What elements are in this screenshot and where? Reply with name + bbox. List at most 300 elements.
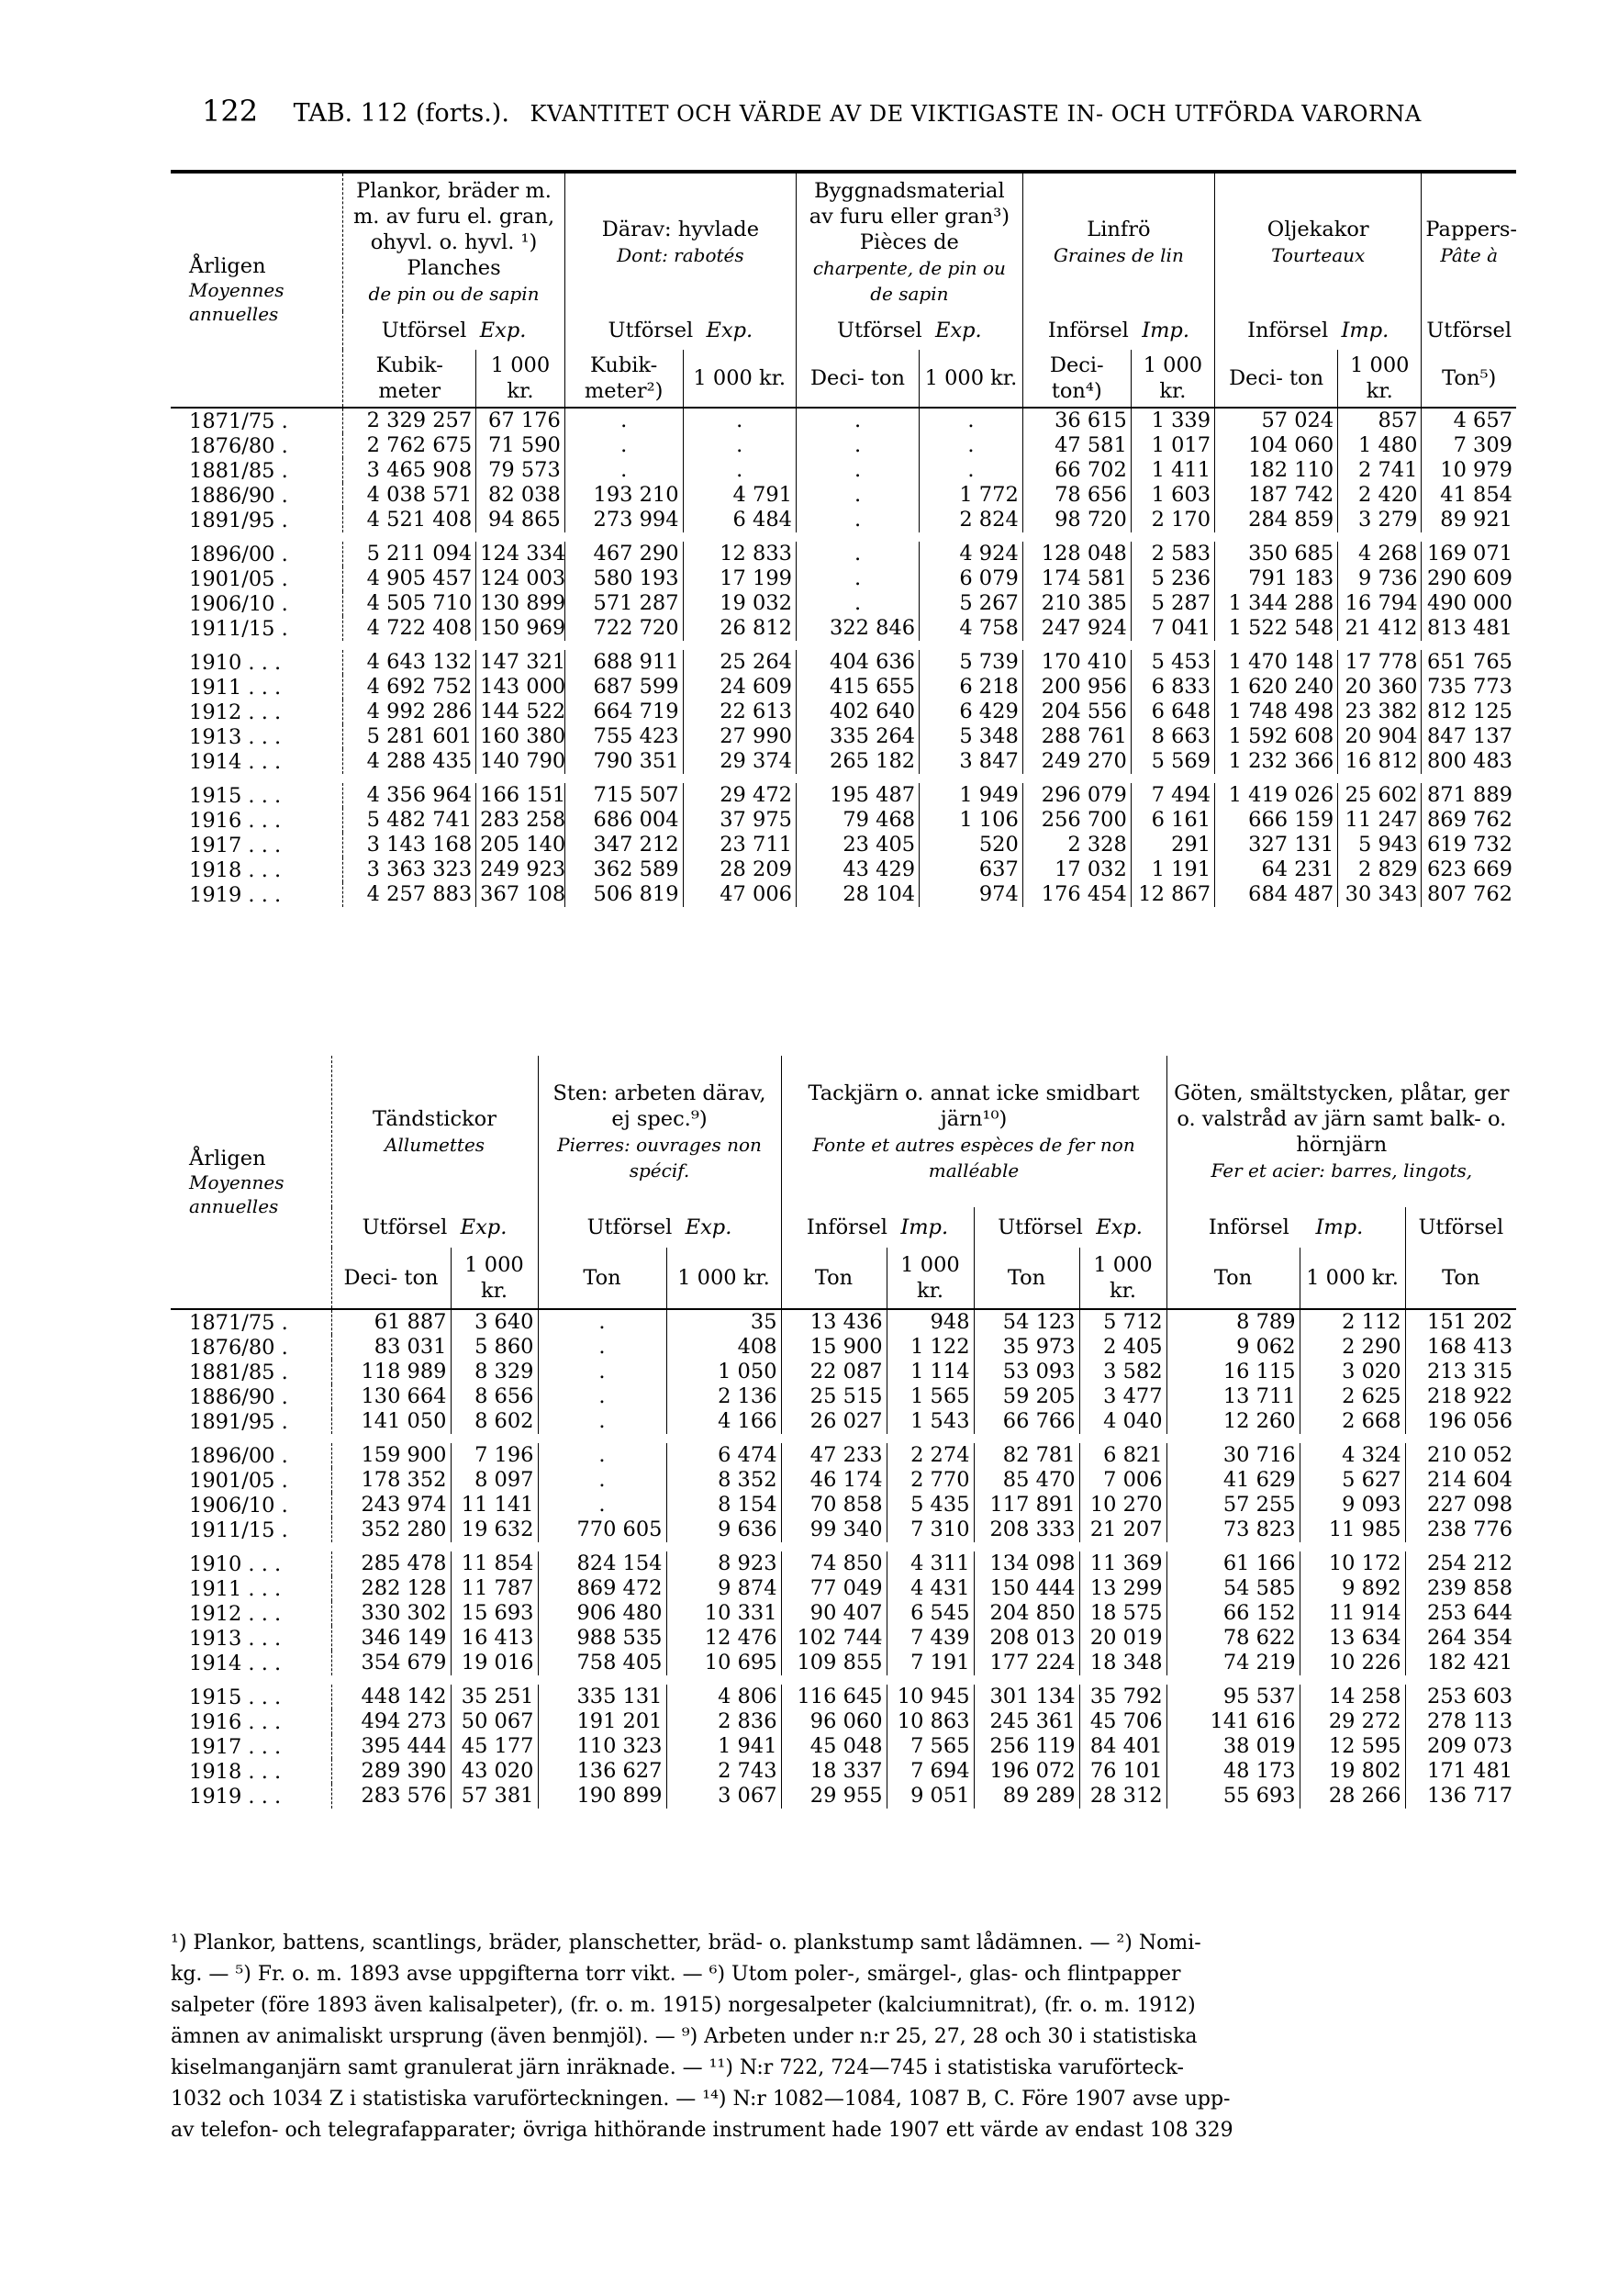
flow-header <box>331 1207 538 1248</box>
value-cell: 208 013 <box>974 1626 1079 1651</box>
value-cell: 182 110 <box>1215 458 1338 483</box>
group-title-fr: Allumettes <box>384 1133 485 1156</box>
value-cell: 187 742 <box>1215 483 1338 508</box>
value-cell: 5 482 741 <box>343 808 476 833</box>
value-cell: 26 812 <box>683 616 796 641</box>
value-cell: 208 333 <box>974 1518 1079 1542</box>
value-cell: 16 794 <box>1338 591 1422 616</box>
table-row <box>171 1551 1516 1576</box>
value-cell: 1 114 <box>887 1360 974 1384</box>
value-cell: 10 863 <box>887 1709 974 1734</box>
value-cell: 3 465 908 <box>343 458 476 483</box>
value-cell: 4 311 <box>887 1551 974 1576</box>
year-cell: 1917 . . . <box>189 833 282 857</box>
value-cell: 82 038 <box>476 483 565 508</box>
value-cell: 85 470 <box>974 1468 1079 1493</box>
value-cell: 4 505 710 <box>343 591 476 616</box>
value-cell: 254 212 <box>1405 1551 1516 1576</box>
value-cell: 290 609 <box>1422 566 1516 591</box>
group-header <box>331 1056 538 1207</box>
value-cell: 89 921 <box>1422 508 1516 532</box>
flow-header <box>564 311 796 350</box>
value-cell: 404 636 <box>796 650 919 675</box>
table-row <box>171 433 1516 458</box>
flow-label: Införsel <box>1247 319 1329 342</box>
flow-header <box>1405 1207 1516 1248</box>
value-cell: 1 232 366 <box>1215 749 1338 774</box>
unit-header: 1 000 kr. <box>920 350 1023 408</box>
value-cell: 506 819 <box>564 882 683 907</box>
value-cell: 128 048 <box>1022 542 1131 566</box>
value-cell: 2 668 <box>1300 1409 1405 1434</box>
value-cell: 67 176 <box>476 408 565 433</box>
flow-header <box>538 1207 781 1248</box>
unit-header: 1 000 kr. <box>1338 350 1422 408</box>
value-cell: 395 444 <box>331 1734 451 1759</box>
value-cell: 9 736 <box>1338 566 1422 591</box>
value-cell: 19 032 <box>683 591 796 616</box>
value-cell: 791 183 <box>1215 566 1338 591</box>
value-cell: 30 343 <box>1338 882 1422 907</box>
year-cell: 1913 . . . <box>189 724 282 749</box>
value-cell: 249 270 <box>1022 749 1131 774</box>
value-cell: 686 004 <box>564 808 683 833</box>
value-cell: . <box>796 566 919 591</box>
table-row <box>171 882 1516 907</box>
row-group-gap-cell <box>171 1675 1516 1685</box>
unit-header: Deci- ton <box>331 1248 451 1309</box>
value-cell: 11 914 <box>1300 1601 1405 1626</box>
value-cell: . <box>564 433 683 458</box>
value-cell: 16 115 <box>1166 1360 1300 1384</box>
year-header <box>171 1056 331 1309</box>
value-cell: 18 348 <box>1079 1651 1166 1675</box>
value-cell: 15 900 <box>781 1335 887 1360</box>
value-cell: 6 079 <box>920 566 1023 591</box>
value-cell: 204 850 <box>974 1601 1079 1626</box>
year-cell: 1913 . . . <box>189 1626 282 1651</box>
unit-header: 1 000 kr. <box>887 1248 974 1309</box>
value-cell: 2 583 <box>1131 542 1214 566</box>
value-cell: 196 072 <box>974 1759 1079 1784</box>
value-cell: 2 405 <box>1079 1335 1166 1360</box>
value-cell: 10 945 <box>887 1685 974 1709</box>
value-cell: 79 468 <box>796 808 919 833</box>
year-cell: 1916 . . . <box>189 808 282 833</box>
value-cell: 19 632 <box>451 1518 538 1542</box>
value-cell: 5 627 <box>1300 1468 1405 1493</box>
value-cell: 134 098 <box>974 1551 1079 1576</box>
value-cell: 715 507 <box>564 783 683 808</box>
table-row <box>171 566 1516 591</box>
value-cell: 346 149 <box>331 1626 451 1651</box>
value-cell: 141 616 <box>1166 1709 1300 1734</box>
table-row <box>171 833 1516 857</box>
value-cell: 8 154 <box>666 1493 781 1518</box>
value-cell: 28 312 <box>1079 1784 1166 1809</box>
value-cell: 2 824 <box>920 508 1023 532</box>
value-cell: 2 290 <box>1300 1335 1405 1360</box>
value-cell: 619 732 <box>1422 833 1516 857</box>
value-cell: 770 605 <box>538 1518 666 1542</box>
table-row <box>171 650 1516 675</box>
value-cell: 176 454 <box>1022 882 1131 907</box>
value-cell: 2 743 <box>666 1759 781 1784</box>
value-cell: 143 000 <box>476 675 565 700</box>
table-lower <box>171 1056 1516 1809</box>
value-cell: . <box>796 508 919 532</box>
value-cell: 17 199 <box>683 566 796 591</box>
value-cell: . <box>796 542 919 566</box>
value-cell: 19 802 <box>1300 1759 1405 1784</box>
value-cell: 666 159 <box>1215 808 1338 833</box>
value-cell: 4 905 457 <box>343 566 476 591</box>
value-cell: 104 060 <box>1215 433 1338 458</box>
value-cell: 41 854 <box>1422 483 1516 508</box>
page-title: KVANTITET OCH VÄRDE AV DE VIKTIGASTE IN- OCH UTFÖRDA VARORNA <box>530 101 1422 127</box>
value-cell: 988 535 <box>538 1626 666 1651</box>
value-cell: 684 487 <box>1215 882 1338 907</box>
value-cell: 47 006 <box>683 882 796 907</box>
value-cell: 253 603 <box>1405 1685 1516 1709</box>
value-cell: 5 211 094 <box>343 542 476 566</box>
footnote-line: av telefon- och telegrafapparater; övriga hithörande instrument hade 1907 ett värde av endast 108 329 <box>171 2119 1233 2142</box>
value-cell: 247 924 <box>1022 616 1131 641</box>
flow-label-fr: Exp. <box>706 319 753 342</box>
flow-label: Införsel <box>1208 1215 1289 1239</box>
value-cell: 5 453 <box>1131 650 1214 675</box>
value-cell: 974 <box>920 882 1023 907</box>
table-row <box>171 1360 1516 1384</box>
value-cell: 21 207 <box>1079 1518 1166 1542</box>
value-cell: 8 789 <box>1166 1309 1300 1335</box>
value-cell: 11 985 <box>1300 1518 1405 1542</box>
value-cell: 807 762 <box>1422 882 1516 907</box>
value-cell: 9 093 <box>1300 1493 1405 1518</box>
value-cell: 23 711 <box>683 833 796 857</box>
group-title-fr: Pâte à <box>1440 244 1499 266</box>
year-cell: 1881/85 . <box>189 458 288 483</box>
value-cell: 12 260 <box>1166 1409 1300 1434</box>
value-cell: 55 693 <box>1166 1784 1300 1809</box>
group-title: Linfrö <box>1087 218 1151 241</box>
footnote-line: kg. — ⁵) Fr. o. m. 1893 avse uppgifterna torr vikt. — ⁶) Utom poler-, smärgel-, glas- och flintpapper <box>171 1963 1181 1986</box>
group-title: Oljekakor <box>1267 218 1369 241</box>
value-cell: 6 545 <box>887 1601 974 1626</box>
flow-header <box>1215 311 1422 350</box>
value-cell: 4 257 883 <box>343 882 476 907</box>
value-cell: 12 833 <box>683 542 796 566</box>
unit-header: Ton <box>1166 1248 1300 1309</box>
value-cell: 350 685 <box>1215 542 1338 566</box>
value-cell: 722 720 <box>564 616 683 641</box>
value-cell: 9 636 <box>666 1518 781 1542</box>
value-cell: 28 209 <box>683 857 796 882</box>
value-cell: 210 385 <box>1022 591 1131 616</box>
value-cell: 688 911 <box>564 650 683 675</box>
value-cell: 4 758 <box>920 616 1023 641</box>
table-row <box>171 724 1516 749</box>
value-cell: 3 847 <box>920 749 1023 774</box>
unit-header: Ton <box>538 1248 666 1309</box>
value-cell: 9 062 <box>1166 1335 1300 1360</box>
value-cell: 71 590 <box>476 433 565 458</box>
year-cell: 1906/10 . <box>189 591 288 616</box>
year-cell: 1876/80 . <box>189 433 288 458</box>
unit-header: Ton <box>974 1248 1079 1309</box>
year-header-fr2: annuelles <box>189 1194 279 1217</box>
value-cell: 10 979 <box>1422 458 1516 483</box>
footnotes <box>171 1928 1516 2146</box>
value-cell: 77 049 <box>781 1576 887 1601</box>
value-cell: 18 337 <box>781 1759 887 1784</box>
value-cell: 116 645 <box>781 1685 887 1709</box>
group-title-fr: Fer et acier: barres, lingots, <box>1211 1159 1473 1182</box>
table-label: TAB. 112 (forts.). <box>293 99 509 128</box>
value-cell: 205 140 <box>476 833 565 857</box>
table-row <box>171 675 1516 700</box>
value-cell: 227 098 <box>1405 1493 1516 1518</box>
value-cell: 4 166 <box>666 1409 781 1434</box>
value-cell: 57 024 <box>1215 408 1338 433</box>
value-cell: 159 900 <box>331 1443 451 1468</box>
group-title: Tackjärn o. annat icke smidbart järn¹⁰) <box>808 1081 1140 1131</box>
value-cell: 29 272 <box>1300 1709 1405 1734</box>
value-cell: 288 761 <box>1022 724 1131 749</box>
value-cell: 4 038 571 <box>343 483 476 508</box>
value-cell: 13 711 <box>1166 1384 1300 1409</box>
value-cell: 27 990 <box>683 724 796 749</box>
value-cell: 869 762 <box>1422 808 1516 833</box>
year-cell: 1914 . . . <box>189 1651 282 1675</box>
value-cell: . <box>538 1360 666 1384</box>
flow-label: Utförsel <box>381 319 467 342</box>
year-header-fr2: annuelles <box>189 303 279 325</box>
value-cell: 265 182 <box>796 749 919 774</box>
value-cell: 35 973 <box>974 1335 1079 1360</box>
table-row <box>171 1709 1516 1734</box>
value-cell: 16 812 <box>1338 749 1422 774</box>
value-cell: 94 865 <box>476 508 565 532</box>
year-cell: 1901/05 . <box>189 566 288 591</box>
value-cell: 5 348 <box>920 724 1023 749</box>
value-cell: 57 255 <box>1166 1493 1300 1518</box>
group-title: Plankor, bräder m. m. av furu el. gran, ohyvl. o. hyvl. ¹) Planches <box>352 179 555 280</box>
group-title-fr: Fonte et autres espèces de fer non malléable <box>812 1133 1135 1182</box>
value-cell: 7 494 <box>1131 783 1214 808</box>
flow-header <box>796 311 1022 350</box>
value-cell: 847 137 <box>1422 724 1516 749</box>
table-row <box>171 1734 1516 1759</box>
value-cell: 448 142 <box>331 1685 451 1709</box>
value-cell: 35 251 <box>451 1685 538 1709</box>
year-cell: 1914 . . . <box>189 749 282 774</box>
unit-header: 1 000 kr. <box>683 350 796 408</box>
flow-label: Utförsel <box>608 319 694 342</box>
flow-label-fr: Exp. <box>479 319 527 342</box>
value-cell: 25 602 <box>1338 783 1422 808</box>
row-group-gap-cell <box>171 641 1516 650</box>
value-cell: 26 027 <box>781 1409 887 1434</box>
value-cell: 8 329 <box>451 1360 538 1384</box>
flow-header <box>974 1207 1166 1248</box>
value-cell: 4 643 132 <box>343 650 476 675</box>
value-cell: 6 218 <box>920 675 1023 700</box>
value-cell: 28 266 <box>1300 1784 1405 1809</box>
value-cell: . <box>564 458 683 483</box>
value-cell: 1 603 <box>1131 483 1214 508</box>
flow-label: Utförsel <box>1418 1215 1504 1239</box>
value-cell: 117 891 <box>974 1493 1079 1518</box>
value-cell: 214 604 <box>1405 1468 1516 1493</box>
value-cell: 520 <box>920 833 1023 857</box>
unit-header: 1 000 kr. <box>1131 350 1214 408</box>
value-cell: 12 476 <box>666 1626 781 1651</box>
value-cell: 24 609 <box>683 675 796 700</box>
value-cell: 147 321 <box>476 650 565 675</box>
flow-label-fr: Exp. <box>685 1215 732 1239</box>
value-cell: 29 374 <box>683 749 796 774</box>
value-cell: 2 112 <box>1300 1309 1405 1335</box>
value-cell: 4 324 <box>1300 1443 1405 1468</box>
year-cell: 1871/75 . <box>189 409 288 433</box>
value-cell: 4 924 <box>920 542 1023 566</box>
unit-header: Kubik- meter²) <box>564 350 683 408</box>
value-cell: 10 172 <box>1300 1551 1405 1576</box>
group-header <box>564 172 796 311</box>
group-header <box>343 172 564 311</box>
value-cell: 2 136 <box>666 1384 781 1409</box>
value-cell: 124 003 <box>476 566 565 591</box>
group-header <box>796 172 1022 311</box>
value-cell: 20 904 <box>1338 724 1422 749</box>
value-cell: 238 776 <box>1405 1518 1516 1542</box>
value-cell: 1 949 <box>920 783 1023 808</box>
table-row <box>171 408 1516 433</box>
table-upper-body <box>171 408 1516 907</box>
value-cell: 5 281 601 <box>343 724 476 749</box>
value-cell: 150 444 <box>974 1576 1079 1601</box>
table-row <box>171 1309 1516 1335</box>
year-cell: 1876/80 . <box>189 1335 288 1360</box>
group-title-fr: charpente, de pin ou de sapin <box>812 257 1006 305</box>
value-cell: . <box>920 458 1023 483</box>
value-cell: 1 470 148 <box>1215 650 1338 675</box>
year-cell: 1891/95 . <box>189 1409 288 1434</box>
table-row <box>171 591 1516 616</box>
value-cell: 25 264 <box>683 650 796 675</box>
value-cell: 10 695 <box>666 1651 781 1675</box>
group-header <box>1215 172 1422 311</box>
flow-label: Utförsel <box>837 319 922 342</box>
value-cell: 1 191 <box>1131 857 1214 882</box>
value-cell: 790 351 <box>564 749 683 774</box>
value-cell: 490 000 <box>1422 591 1516 616</box>
unit-header: 1 000 kr. <box>451 1248 538 1309</box>
value-cell: 4 268 <box>1338 542 1422 566</box>
value-cell: 118 989 <box>331 1360 451 1384</box>
value-cell: 1 748 498 <box>1215 700 1338 724</box>
group-header <box>1422 172 1516 311</box>
value-cell: 2 741 <box>1338 458 1422 483</box>
value-cell: 84 401 <box>1079 1734 1166 1759</box>
group-header <box>538 1056 781 1207</box>
flow-label: Utförsel <box>998 1215 1083 1239</box>
value-cell: 906 480 <box>538 1601 666 1626</box>
value-cell: 2 625 <box>1300 1384 1405 1409</box>
value-cell: 857 <box>1338 408 1422 433</box>
group-title: Pappers- <box>1425 218 1517 241</box>
row-group-gap <box>171 1542 1516 1551</box>
value-cell: 367 108 <box>476 882 565 907</box>
value-cell: 824 154 <box>538 1551 666 1576</box>
value-cell: 3 582 <box>1079 1360 1166 1384</box>
value-cell: 45 706 <box>1079 1709 1166 1734</box>
value-cell: 755 423 <box>564 724 683 749</box>
value-cell: 11 247 <box>1338 808 1422 833</box>
flow-header <box>1422 311 1516 350</box>
group-title-fr: de pin ou de sapin <box>368 283 540 305</box>
value-cell: 64 231 <box>1215 857 1338 882</box>
value-cell: 5 236 <box>1131 566 1214 591</box>
flow-label-fr: Imp. <box>1341 319 1389 342</box>
value-cell: 651 765 <box>1422 650 1516 675</box>
table-row <box>171 483 1516 508</box>
value-cell: . <box>683 458 796 483</box>
value-cell: 8 656 <box>451 1384 538 1409</box>
value-cell: 141 050 <box>331 1409 451 1434</box>
value-cell: 335 264 <box>796 724 919 749</box>
value-cell: 1 941 <box>666 1734 781 1759</box>
value-cell: 13 436 <box>781 1309 887 1335</box>
value-cell: 7 041 <box>1131 616 1214 641</box>
value-cell: 10 331 <box>666 1601 781 1626</box>
flow-label-fr: Imp. <box>1142 319 1189 342</box>
value-cell: 1 592 608 <box>1215 724 1338 749</box>
value-cell: 73 823 <box>1166 1518 1300 1542</box>
value-cell: 170 410 <box>1022 650 1131 675</box>
value-cell: 278 113 <box>1405 1709 1516 1734</box>
footnote-line: ämnen av animaliskt ursprung (även benmjöl). — ⁹) Arbeten under n:r 25, 27, 28 och 30 i statistiska <box>171 2025 1198 2048</box>
value-cell: 1 411 <box>1131 458 1214 483</box>
value-cell: 8 663 <box>1131 724 1214 749</box>
value-cell: 10 226 <box>1300 1651 1405 1675</box>
value-cell: 190 899 <box>538 1784 666 1809</box>
year-cell: 1915 . . . <box>189 783 282 808</box>
value-cell: 4 431 <box>887 1576 974 1601</box>
year-cell: 1896/00 . <box>189 1443 288 1468</box>
year-cell: 1910 . . . <box>189 650 282 675</box>
value-cell: 36 615 <box>1022 408 1131 433</box>
value-cell: 169 071 <box>1422 542 1516 566</box>
table-row <box>171 616 1516 641</box>
year-cell: 1915 . . . <box>189 1685 282 1709</box>
value-cell: 3 477 <box>1079 1384 1166 1409</box>
value-cell: 6 821 <box>1079 1443 1166 1468</box>
flow-label: Utförsel <box>586 1215 673 1239</box>
flow-label: Utförsel <box>362 1215 448 1239</box>
year-cell: 1911 . . . <box>189 1576 282 1601</box>
value-cell: 3 279 <box>1338 508 1422 532</box>
value-cell: 239 858 <box>1405 1576 1516 1601</box>
footnote-line: 1032 och 1034 Z i statistiska varuförteckningen. — ¹⁴) N:r 1082—1084, 1087 B, C. Före 1907 avse upp- <box>171 2088 1231 2111</box>
value-cell: . <box>538 1409 666 1434</box>
value-cell: 800 483 <box>1422 749 1516 774</box>
value-cell: 43 429 <box>796 857 919 882</box>
value-cell: 136 717 <box>1405 1784 1516 1809</box>
year-cell: 1881/85 . <box>189 1360 288 1384</box>
value-cell: . <box>538 1384 666 1409</box>
